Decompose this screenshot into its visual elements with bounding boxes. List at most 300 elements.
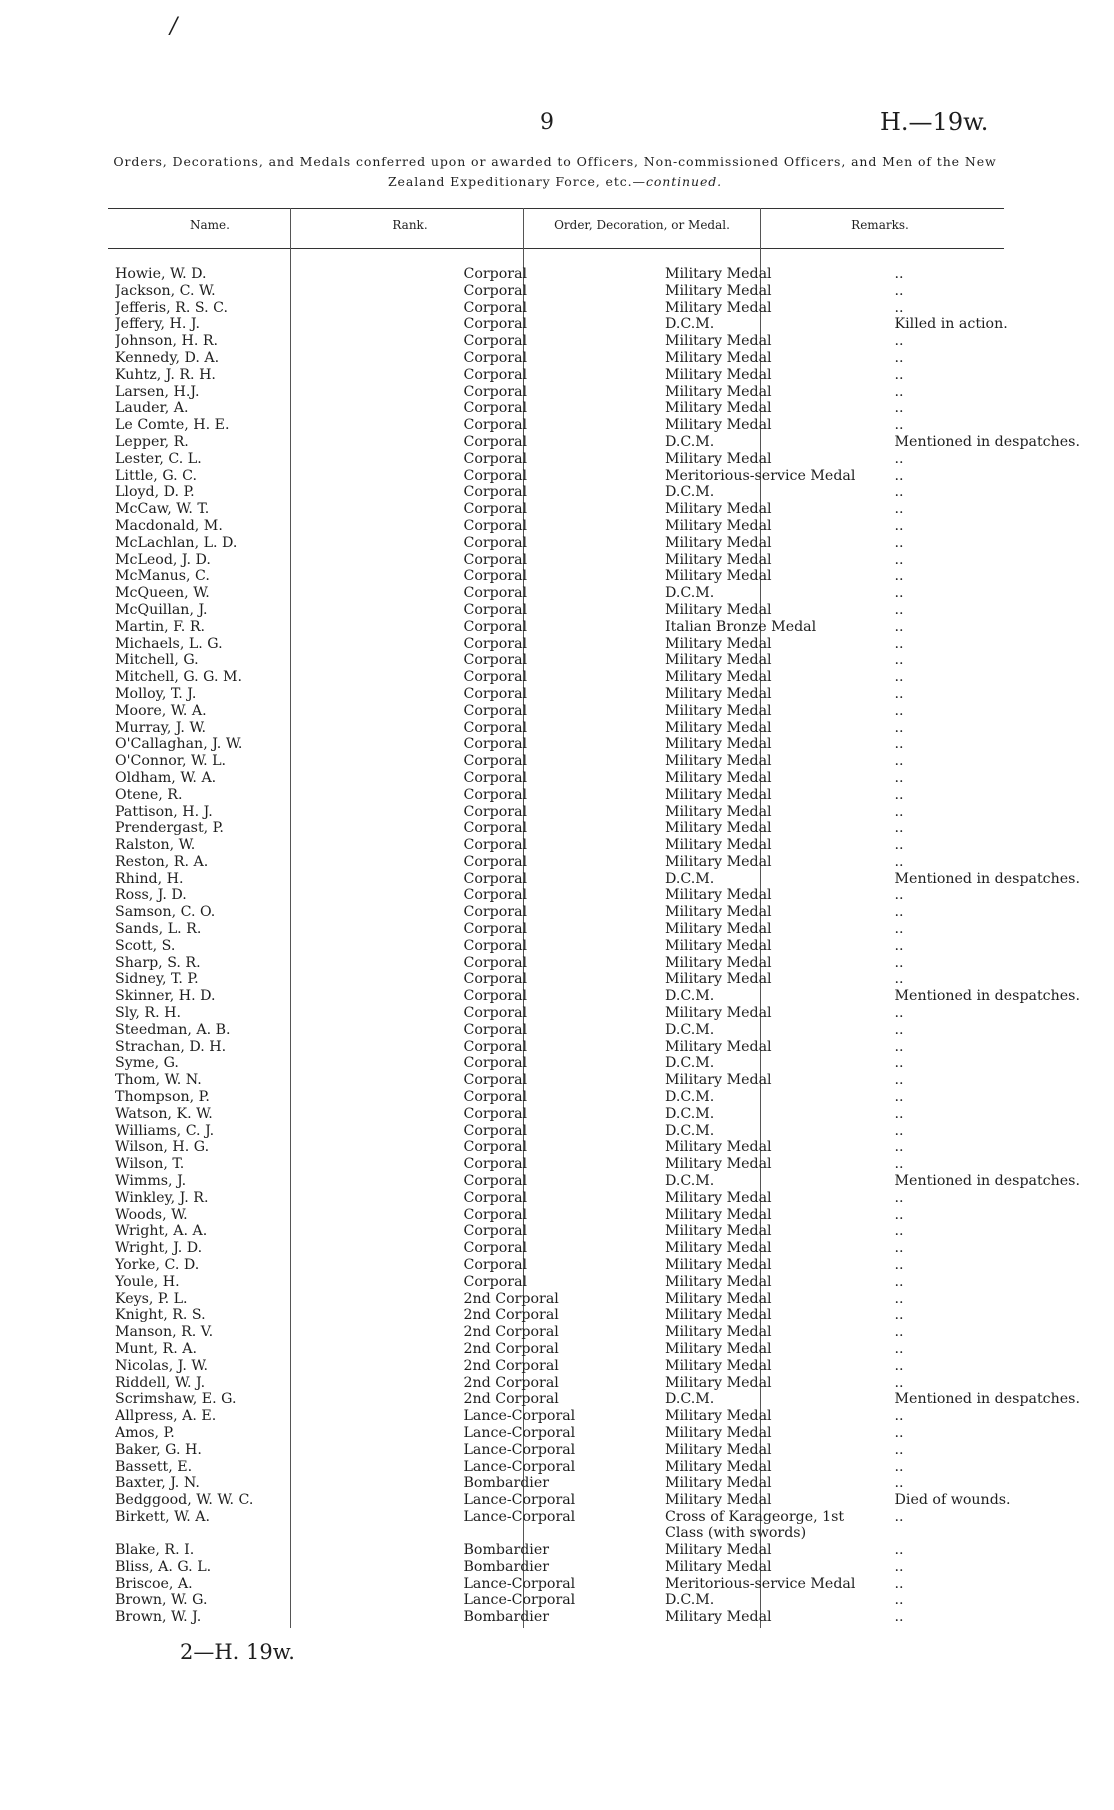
remarks-cell: .. — [894, 417, 904, 434]
name-cell: Bassett, E. — [115, 1458, 193, 1475]
rank-cell: Corporal — [463, 669, 528, 686]
table-row — [115, 1123, 1114, 1140]
name-cell: McCaw, W. T. — [115, 501, 210, 518]
table-row — [115, 1609, 1114, 1626]
rank-cell: Corporal — [463, 1223, 528, 1240]
rank-cell: Lance-Corporal — [463, 1492, 576, 1509]
rank-cell: Corporal — [463, 971, 528, 988]
remarks-cell: .. — [894, 282, 904, 299]
order-cell: Military Medal — [664, 652, 772, 669]
rank-cell: Corporal — [463, 450, 528, 467]
table-row — [115, 568, 1114, 585]
order-cell: Military Medal — [664, 1189, 772, 1206]
remarks-cell: .. — [894, 1357, 904, 1374]
remarks-cell: .. — [894, 887, 904, 904]
order-cell: Military Medal — [664, 1374, 772, 1391]
rank-cell: Corporal — [463, 400, 528, 417]
rank-cell: Corporal — [463, 1273, 528, 1290]
remarks-cell: .. — [894, 501, 904, 518]
remarks-cell: .. — [894, 736, 904, 753]
name-cell: Bliss, A. G. L. — [115, 1558, 212, 1575]
table-row — [115, 1307, 1114, 1324]
rank-cell: Bombardier — [463, 1475, 550, 1492]
table-row — [115, 1442, 1114, 1459]
remarks-cell: Mentioned in despatches. — [894, 1391, 1080, 1408]
table-row — [115, 619, 1114, 636]
name-cell: O'Callaghan, J. W. — [115, 736, 243, 753]
table-row — [115, 1459, 1114, 1476]
rank-cell: Lance-Corporal — [463, 1508, 576, 1525]
table-row — [115, 400, 1114, 417]
rank-cell: Corporal — [463, 316, 528, 333]
rank-cell: Corporal — [463, 1055, 528, 1072]
remarks-cell: .. — [894, 1156, 904, 1173]
table-row — [115, 1475, 1114, 1492]
order-cell: Military Medal — [664, 383, 772, 400]
table-row — [115, 367, 1114, 384]
name-cell: Thom, W. N. — [115, 1072, 202, 1089]
name-cell: McManus, C. — [115, 568, 210, 585]
rank-cell: Corporal — [463, 870, 528, 887]
name-cell: O'Connor, W. L. — [115, 753, 227, 770]
name-cell: Baxter, J. N. — [115, 1475, 200, 1492]
rank-cell: Corporal — [463, 299, 528, 316]
table-row — [115, 720, 1114, 737]
rank-cell: 2nd Corporal — [463, 1357, 559, 1374]
rank-cell: Lance-Corporal — [463, 1424, 576, 1441]
name-cell: Baker, G. H. — [115, 1441, 202, 1458]
rank-cell: Corporal — [463, 887, 528, 904]
table-row — [115, 1291, 1114, 1308]
name-cell: Blake, R. I. — [115, 1541, 195, 1558]
order-cell: Military Medal — [664, 1273, 772, 1290]
remarks-cell: .. — [894, 921, 904, 938]
table-row — [115, 1576, 1114, 1593]
remarks-cell: .. — [894, 1105, 904, 1122]
awards-table — [115, 266, 1114, 1626]
remarks-cell: .. — [894, 534, 904, 551]
table-row — [115, 1257, 1114, 1274]
order-cell: D.C.M. — [664, 1089, 715, 1106]
remarks-cell: .. — [894, 1408, 904, 1425]
remarks-cell: .. — [894, 1558, 904, 1575]
name-cell: Macdonald, M. — [115, 517, 223, 534]
order-cell: Military Medal — [664, 517, 772, 534]
table-row — [115, 1341, 1114, 1358]
name-cell: Martin, F. R. — [115, 618, 206, 635]
name-cell: Wilson, H. G. — [115, 1139, 210, 1156]
name-cell: Brown, W. J. — [115, 1609, 202, 1626]
order-cell: Military Medal — [664, 669, 772, 686]
table-row — [115, 770, 1114, 787]
table-row — [115, 1542, 1114, 1559]
remarks-cell: .. — [894, 299, 904, 316]
table-row — [115, 971, 1114, 988]
name-cell: Howie, W. D. — [115, 266, 207, 282]
remarks-cell: .. — [894, 1240, 904, 1257]
name-cell: Bedggood, W. W. C. — [115, 1492, 254, 1509]
order-cell: D.C.M. — [664, 316, 715, 333]
name-cell: Knight, R. S. — [115, 1307, 206, 1324]
table-row — [115, 468, 1114, 485]
name-cell: Scott, S. — [115, 937, 176, 954]
order-cell: D.C.M. — [664, 1055, 715, 1072]
name-cell: Watson, K. W. — [115, 1105, 213, 1122]
document-reference: H.—19w. — [880, 108, 989, 136]
name-cell: Scrimshaw, E. G. — [115, 1391, 237, 1408]
rank-cell: Corporal — [463, 568, 528, 585]
table-row — [115, 669, 1114, 686]
remarks-cell: .. — [894, 853, 904, 870]
table-row — [115, 333, 1114, 350]
remarks-cell: .. — [894, 1122, 904, 1139]
order-cell: Military Medal — [664, 1156, 772, 1173]
table-row — [115, 1559, 1114, 1576]
order-cell: Military Medal — [664, 971, 772, 988]
name-cell: Ralston, W. — [115, 837, 196, 854]
rank-cell: Corporal — [463, 417, 528, 434]
order-cell: Military Medal — [664, 282, 772, 299]
table-row — [115, 787, 1114, 804]
name-cell: Thompson, P. — [115, 1089, 210, 1106]
order-cell: Military Medal — [664, 887, 772, 904]
remarks-cell: .. — [894, 467, 904, 484]
table-row — [115, 552, 1114, 569]
name-cell: Nicolas, J. W. — [115, 1357, 208, 1374]
remarks-cell: .. — [894, 517, 904, 534]
order-cell: Military Medal — [664, 501, 772, 518]
order-cell: Military Medal — [664, 719, 772, 736]
table-row — [115, 1408, 1114, 1425]
name-cell: Murray, J. W. — [115, 719, 207, 736]
rank-cell: Corporal — [463, 484, 528, 501]
order-cell: Military Medal — [664, 853, 772, 870]
order-cell: Military Medal — [664, 1558, 772, 1575]
order-cell: Military Medal — [664, 921, 772, 938]
rank-cell: Corporal — [463, 1038, 528, 1055]
rank-cell: Corporal — [463, 736, 528, 753]
order-cell: Military Medal — [664, 568, 772, 585]
remarks-cell: .. — [894, 1508, 904, 1525]
name-cell: Jeffery, H. J. — [115, 316, 200, 333]
order-cell: D.C.M. — [664, 870, 715, 887]
remarks-cell: .. — [894, 971, 904, 988]
name-cell: Wimms, J. — [115, 1173, 187, 1190]
order-cell: Military Medal — [664, 1609, 772, 1626]
order-cell: Military Medal — [664, 551, 772, 568]
order-cell: Military Medal — [664, 904, 772, 921]
remarks-cell: .. — [894, 349, 904, 366]
table-row — [115, 300, 1114, 317]
table-header-rule — [108, 248, 1004, 249]
rank-cell: Corporal — [463, 349, 528, 366]
rank-cell: Corporal — [463, 1005, 528, 1022]
remarks-cell: .. — [894, 803, 904, 820]
rank-cell: Lance-Corporal — [463, 1458, 576, 1475]
remarks-cell: Mentioned in despatches. — [894, 433, 1080, 450]
order-cell: Military Medal — [664, 820, 772, 837]
remarks-cell: .. — [894, 1055, 904, 1072]
rank-cell: Corporal — [463, 282, 528, 299]
awards-table-body — [115, 266, 1114, 1626]
name-cell: Amos, P. — [115, 1424, 175, 1441]
name-cell: Otene, R. — [115, 786, 183, 803]
table-row — [115, 1072, 1114, 1089]
table-row — [115, 636, 1114, 653]
remarks-cell: Killed in action. — [894, 316, 1008, 333]
table-row — [115, 1005, 1114, 1022]
order-cell: Military Medal — [664, 769, 772, 786]
order-cell: Military Medal — [664, 450, 772, 467]
rank-cell: Corporal — [463, 366, 528, 383]
rank-cell: Corporal — [463, 1105, 528, 1122]
remarks-cell: .. — [894, 1038, 904, 1055]
rank-cell: Corporal — [463, 937, 528, 954]
rank-cell: Corporal — [463, 333, 528, 350]
rank-cell: Corporal — [463, 266, 528, 282]
order-cell: Military Medal — [664, 954, 772, 971]
table-row — [115, 1106, 1114, 1123]
remarks-cell: .. — [894, 1189, 904, 1206]
name-cell: Rhind, H. — [115, 870, 184, 887]
table-row — [115, 484, 1114, 501]
order-cell: Military Medal — [664, 299, 772, 316]
rank-cell: Corporal — [463, 517, 528, 534]
page-number: 9 — [540, 110, 554, 135]
name-cell: Prendergast, P. — [115, 820, 224, 837]
name-cell: Reston, R. A. — [115, 853, 209, 870]
order-cell: Military Medal — [664, 1139, 772, 1156]
order-cell: Military Medal — [664, 937, 772, 954]
name-cell: Skinner, H. D. — [115, 988, 216, 1005]
order-cell: D.C.M. — [664, 988, 715, 1005]
order-cell: Military Medal — [664, 534, 772, 551]
remarks-cell: .. — [894, 400, 904, 417]
order-cell: Military Medal — [664, 417, 772, 434]
remarks-cell: .. — [894, 585, 904, 602]
table-row — [115, 1022, 1114, 1039]
name-cell: Wright, A. A. — [115, 1223, 208, 1240]
order-cell: Military Medal — [664, 1475, 772, 1492]
order-cell: D.C.M. — [664, 1021, 715, 1038]
table-row — [115, 585, 1114, 602]
name-cell: Jefferis, R. S. C. — [115, 299, 228, 316]
table-row — [115, 535, 1114, 552]
rank-cell: Corporal — [463, 652, 528, 669]
remarks-cell: .. — [894, 484, 904, 501]
rank-cell: 2nd Corporal — [463, 1307, 559, 1324]
order-cell: Military Medal — [664, 1441, 772, 1458]
name-cell: Molloy, T. J. — [115, 685, 197, 702]
order-cell: Italian Bronze Medal — [664, 618, 817, 635]
rank-cell: Corporal — [463, 904, 528, 921]
rank-cell: 2nd Corporal — [463, 1374, 559, 1391]
order-cell: D.C.M. — [664, 433, 715, 450]
rank-cell: Corporal — [463, 769, 528, 786]
rank-cell: Corporal — [463, 786, 528, 803]
rank-cell: Corporal — [463, 534, 528, 551]
name-cell: Woods, W. — [115, 1206, 188, 1223]
table-row — [115, 820, 1114, 837]
remarks-cell: .. — [894, 1223, 904, 1240]
order-cell: Military Medal — [664, 1005, 772, 1022]
remarks-cell: .. — [894, 1541, 904, 1558]
remarks-cell: .. — [894, 1072, 904, 1089]
rank-cell: Corporal — [463, 1156, 528, 1173]
table-row — [115, 854, 1114, 871]
name-cell: Keys, P. L. — [115, 1290, 188, 1307]
order-cell: Military Medal — [664, 333, 772, 350]
remarks-cell: .. — [894, 702, 904, 719]
rank-cell: Corporal — [463, 820, 528, 837]
table-row — [115, 451, 1114, 468]
name-cell: Steedman, A. B. — [115, 1021, 231, 1038]
order-cell: Military Medal — [664, 1458, 772, 1475]
table-row — [115, 518, 1114, 535]
order-cell: Military Medal — [664, 1038, 772, 1055]
order-cell: D.C.M. — [664, 585, 715, 602]
table-row — [115, 652, 1114, 669]
order-cell: Military Medal — [664, 1290, 772, 1307]
remarks-cell: .. — [894, 820, 904, 837]
table-row — [115, 887, 1114, 904]
remarks-cell: .. — [894, 333, 904, 350]
name-cell: Munt, R. A. — [115, 1341, 197, 1357]
rank-cell: Bombardier — [463, 1609, 550, 1626]
name-cell: Ross, J. D. — [115, 887, 187, 904]
order-cell: D.C.M. — [664, 1173, 715, 1190]
remarks-cell: .. — [894, 1475, 904, 1492]
remarks-cell: .. — [894, 1592, 904, 1609]
rank-cell: Corporal — [463, 1189, 528, 1206]
rank-cell: Corporal — [463, 921, 528, 938]
rank-cell: 2nd Corporal — [463, 1290, 559, 1307]
name-cell: Briscoe, A. — [115, 1575, 193, 1592]
order-cell: Military Medal — [664, 1072, 772, 1089]
table-row — [115, 1592, 1114, 1609]
column-header-remarks: Remarks. — [851, 218, 909, 232]
name-cell: Brown, W. G. — [115, 1592, 208, 1609]
rank-cell: Corporal — [463, 1122, 528, 1139]
table-row — [115, 316, 1114, 333]
name-cell: Sharp, S. R. — [115, 954, 201, 971]
rank-cell: Corporal — [463, 1257, 528, 1274]
rank-cell: Corporal — [463, 467, 528, 484]
remarks-cell: .. — [894, 366, 904, 383]
remarks-cell: Mentioned in despatches. — [894, 1173, 1080, 1190]
remarks-cell: .. — [894, 266, 904, 282]
table-top-rule — [108, 208, 1004, 209]
name-cell: Youle, H. — [115, 1273, 180, 1290]
name-cell: Sands, L. R. — [115, 921, 202, 938]
remarks-cell: .. — [894, 635, 904, 652]
remarks-cell: Mentioned in despatches. — [894, 870, 1080, 887]
rank-cell: Corporal — [463, 501, 528, 518]
rank-cell: Corporal — [463, 1206, 528, 1223]
table-row — [115, 1156, 1114, 1173]
name-cell: Lauder, A. — [115, 400, 189, 417]
rank-cell: Corporal — [463, 1240, 528, 1257]
name-cell: Le Comte, H. E. — [115, 417, 230, 434]
rank-cell: Corporal — [463, 803, 528, 820]
rank-cell: Corporal — [463, 1139, 528, 1156]
table-row — [115, 1391, 1114, 1408]
order-cell: Meritorious-service Medal — [664, 1575, 856, 1592]
table-row — [115, 955, 1114, 972]
name-cell: Mitchell, G. G. M. — [115, 669, 243, 686]
remarks-cell: .. — [894, 1374, 904, 1391]
order-cell: Military Medal — [664, 1408, 772, 1425]
name-cell: Lester, C. L. — [115, 450, 202, 467]
table-row — [115, 384, 1114, 401]
table-row — [115, 988, 1114, 1005]
table-row — [115, 871, 1114, 888]
table-row — [115, 753, 1114, 770]
name-cell: Winkley, J. R. — [115, 1189, 209, 1206]
remarks-cell: .. — [894, 568, 904, 585]
order-cell: Military Medal — [664, 1424, 772, 1441]
name-cell: Yorke, C. D. — [115, 1257, 200, 1274]
table-row — [115, 904, 1114, 921]
rank-cell: Corporal — [463, 551, 528, 568]
name-cell: McQueen, W. — [115, 585, 210, 602]
table-row — [115, 602, 1114, 619]
rank-cell: Lance-Corporal — [463, 1592, 576, 1609]
footer-reference: 2—H. 19w. — [180, 1640, 295, 1664]
rank-cell: Bombardier — [463, 1558, 550, 1575]
order-cell: D.C.M. — [664, 484, 715, 501]
order-cell: D.C.M. — [664, 1592, 715, 1609]
rank-cell: 2nd Corporal — [463, 1391, 559, 1408]
order-cell: Military Medal — [664, 837, 772, 854]
table-row — [115, 1190, 1114, 1207]
name-cell: Sidney, T. P. — [115, 971, 199, 988]
table-row — [115, 1139, 1114, 1156]
order-cell: Military Medal — [664, 1240, 772, 1257]
remarks-cell: Mentioned in despatches. — [894, 988, 1080, 1005]
order-cell: Military Medal — [664, 1206, 772, 1223]
order-cell: Military Medal — [664, 366, 772, 383]
remarks-cell: .. — [894, 1441, 904, 1458]
order-cell: Military Medal — [664, 1541, 772, 1558]
order-cell: Meritorious-service Medal — [664, 467, 856, 484]
remarks-cell: .. — [894, 1609, 904, 1626]
column-header-order: Order, Decoration, or Medal. — [554, 218, 730, 232]
order-cell: Military Medal — [664, 685, 772, 702]
table-row — [115, 686, 1114, 703]
name-cell: Michaels, L. G. — [115, 635, 223, 652]
table-row — [115, 283, 1114, 300]
remarks-cell: .. — [894, 652, 904, 669]
table-row — [115, 1055, 1114, 1072]
name-cell: Riddell, W. J. — [115, 1374, 206, 1391]
rank-cell: Corporal — [463, 383, 528, 400]
name-cell: Jackson, C. W. — [115, 282, 216, 299]
table-row — [115, 1223, 1114, 1240]
remarks-cell: .. — [894, 601, 904, 618]
rank-cell: Lance-Corporal — [463, 1408, 576, 1425]
remarks-cell: .. — [894, 1424, 904, 1441]
table-row — [115, 804, 1114, 821]
remarks-cell: .. — [894, 450, 904, 467]
remarks-cell: .. — [894, 1575, 904, 1592]
table-row — [115, 837, 1114, 854]
order-cell: Military Medal — [664, 1257, 772, 1274]
remarks-cell: .. — [894, 837, 904, 854]
remarks-cell: .. — [894, 1206, 904, 1223]
order-cell: Military Medal — [664, 635, 772, 652]
page-heading — [110, 152, 1000, 192]
